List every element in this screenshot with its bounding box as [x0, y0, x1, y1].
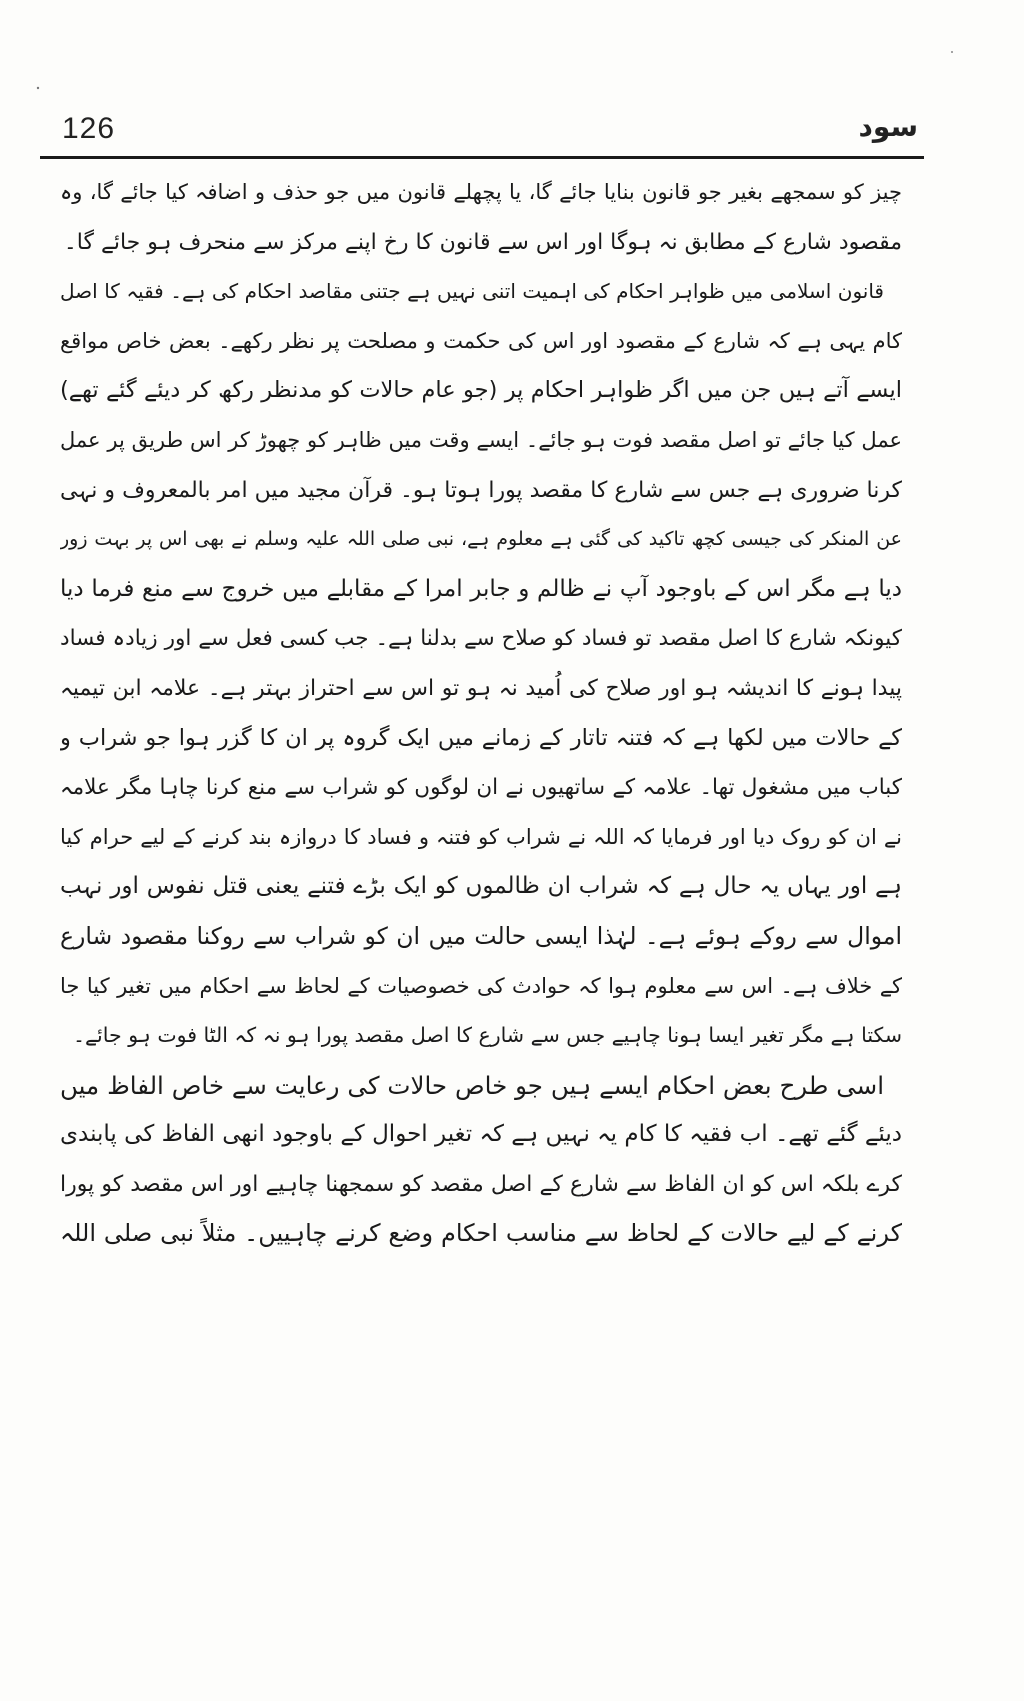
- chapter-title: سود: [858, 110, 918, 143]
- text-line: مقصود شارع کے مطابق نہ ہوگا اور اس سے قانون کا رخ اپنے مرکز سے منحرف ہو جائے گا۔: [63, 229, 902, 255]
- text-line: کام یہی ہے کہ شارع کے مقصود اور اس کی حکمت و مصلحت پر نظر رکھے۔ بعض خاص مواقع: [60, 328, 902, 353]
- text-line: دیا ہے مگر اس کے باوجود آپ نے ظالم و جابر امرا کے مقابلے میں خروج سے منع فرما دیا: [60, 575, 902, 602]
- text-line: کرنے کے لیے حالات کے لحاظ سے مناسب احکام وضع کرنے چاہییں۔ مثلاً نبی صلی اللہ: [60, 1219, 902, 1248]
- text-line: عمل کیا جائے تو اصل مقصد فوت ہو جائے۔ ایسے وقت میں ظاہر کو چھوڑ کر اس طریق پر عمل: [60, 427, 902, 452]
- body-text: [60, 168, 902, 1259]
- text-line: کرنا ضروری ہے جس سے شارع کا مقصد پورا ہوتا ہو۔ قرآن مجید میں امر بالمعروف و نہی: [60, 477, 902, 503]
- text-line: قانون اسلامی میں ظواہر احکام کی اہمیت اتنی نہیں ہے جتنی مقاصد احکام کی ہے۔ فقیہ کا اصل: [60, 279, 884, 304]
- text-line: نے ان کو روک دیا اور فرمایا کہ اللہ نے شراب کو فتنہ و فساد کا دروازہ بند کرنے کے لیے حرام کیا: [60, 824, 902, 849]
- text-line: چیز کو سمجھے بغیر جو قانون بنایا جائے گا، یا پچھلے قانون میں جو حذف و اضافہ کیا جائے گا، وہ: [60, 180, 902, 204]
- text-line: سکتا ہے مگر تغیر ایسا ہونا چاہیے جس سے شارع کا اصل مقصد پورا ہو نہ کہ الٹا فوت ہو جائے۔: [73, 1023, 902, 1048]
- text-line: عن المنکر کی جیسی کچھ تاکید کی گئی ہے معلوم ہے، نبی صلی اللہ علیہ وسلم نے بھی اس پر بہت زور: [60, 528, 902, 551]
- text-line: کے خلاف ہے۔ اس سے معلوم ہوا کہ حوادث کی خصوصیات کے لحاظ سے احکام میں تغیر کیا جا: [60, 973, 902, 998]
- text-line: کرے بلکہ اس کو ان الفاظ سے شارع کے اصل مقصد کو سمجھنا چاہیے اور اس مقصد کو پورا: [60, 1171, 902, 1197]
- text-line: اموال سے روکے ہوئے ہے۔ لہٰذا ایسی حالت میں ان کو شراب سے روکنا مقصود شارع: [60, 921, 902, 950]
- text-line: کیونکہ شارع کا اصل مقصد تو فساد کو صلاح سے بدلنا ہے۔ جب کسی فعل سے اور زیادہ فساد: [60, 626, 902, 652]
- text-line: اسی طرح بعض احکام ایسے ہیں جو خاص حالات کی رعایت سے خاص الفاظ میں: [60, 1070, 884, 1100]
- page-header: [40, 108, 924, 159]
- text-line: دیئے گئے تھے۔ اب فقیہ کا کام یہ نہیں ہے کہ تغیر احوال کے باوجود انھی الفاظ کی پابندی: [60, 1121, 902, 1148]
- text-line: ہے اور یہاں یہ حال ہے کہ شراب ان ظالموں کو ایک بڑے فتنے یعنی قتل نفوس اور نہب: [60, 873, 902, 900]
- text-line: کے حالات میں لکھا ہے کہ فتنہ تاتار کے زمانے میں ایک گروہ پر ان کا گزر ہوا جو شراب و: [60, 724, 902, 751]
- text-line: ایسے آتے ہیں جن میں اگر ظواہر احکام پر (جو عام حالات کو مدنظر رکھ کر دیئے گئے تھے): [60, 377, 902, 404]
- text-line: پیدا ہونے کا اندیشہ ہو اور صلاح کی اُمید نہ ہو تو اس سے احتراز بہتر ہے۔ علامہ ابن تیمیہ: [60, 675, 902, 701]
- text-line: کباب میں مشغول تھا۔ علامہ کے ساتھیوں نے ان لوگوں کو شراب سے منع کرنا چاہا مگر علامہ: [60, 775, 902, 801]
- page-number: 126: [62, 112, 116, 145]
